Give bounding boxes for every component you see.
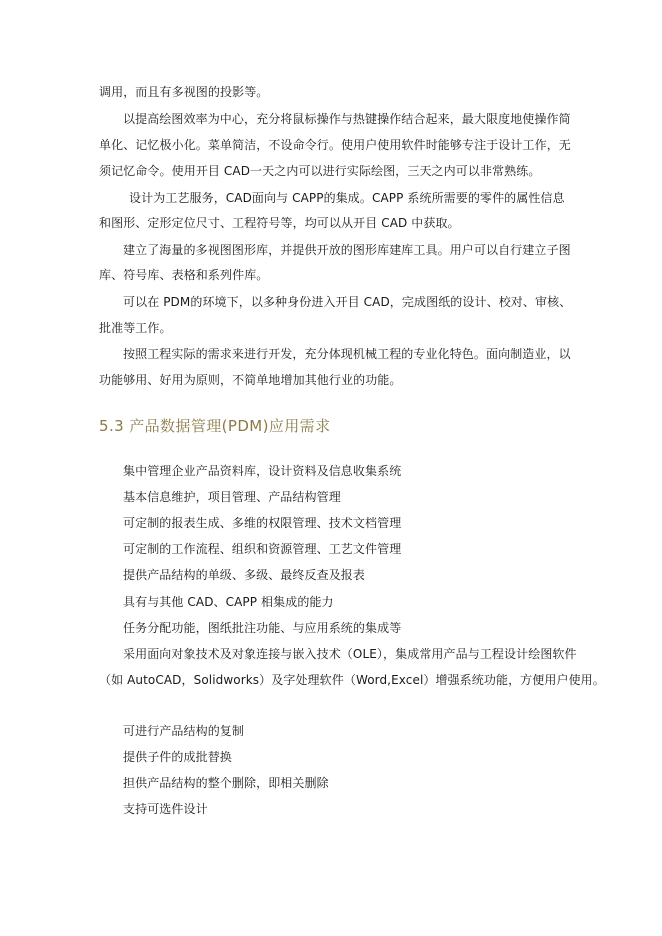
paragraph-line: 按照工程实际的需求来进行开发，充分体现机械工程的专业化特色。面向制造业，以 [123, 347, 571, 361]
paragraph-line: 设计为工艺服务，CAD面向与 CAPP的集成。CAPP 系统所需要的零件的属性信息 [129, 191, 565, 205]
paragraph-line: （如 AutoCAD，Solidworks）及字处理软件（Word,Excel）增强系统功能，方便用户使用。 [99, 673, 605, 687]
list-item: 具有与其他 CAD、CAPP 相集成的能力 [123, 595, 334, 609]
list-item: 可定制的报表生成、多维的权限管理、技术文档管理 [123, 516, 402, 530]
list-item: 支持可选件设计 [123, 802, 208, 816]
paragraph-line: 建立了海量的多视图图形库，并提供开放的图形库建库工具。用户可以自行建立子图 [123, 243, 571, 257]
paragraph-line: 功能够用、好用为原则，不简单地增加其他行业的功能。 [99, 373, 402, 387]
paragraph-line: 批准等工作。 [99, 321, 172, 335]
paragraph-line: 和图形、定形定位尺寸、工程符号等，均可以从开目 CAD 中获取。 [99, 216, 460, 230]
list-item: 任务分配功能，图纸批注功能、与应用系统的集成等 [123, 621, 402, 635]
section-heading: 5.3 产品数据管理(PDM)应用需求 [99, 417, 331, 435]
list-item: 提供子件的成批替换 [123, 750, 232, 764]
paragraph-line: 单化、记忆极小化。菜单简洁，不设命令行。使用户使用软件时能够专注于设计工作，无 [99, 138, 571, 152]
list-item: 基本信息维护，项目管理、产品结构管理 [123, 490, 341, 504]
list-item: 提供产品结构的单级、多级、最终反查及报表 [123, 568, 366, 582]
list-item: 担供产品结构的整个删除，即相关删除 [123, 776, 329, 790]
list-item: 集中管理企业产品资料库，设计资料及信息收集系统 [123, 464, 402, 478]
paragraph-line: 采用面向对象技术及对象连接与嵌入技术（OLE），集成常用产品与工程设计绘图软件 [123, 647, 577, 661]
paragraph-line: 以提高绘图效率为中心，充分将鼠标操作与热键操作结合起来，最大限度地使操作简 [123, 112, 571, 126]
list-item: 可进行产品结构的复制 [123, 724, 245, 738]
list-item: 可定制的工作流程、组织和资源管理、工艺文件管理 [123, 542, 402, 556]
paragraph-line: 须记忆命令。使用开目 CAD一天之内可以进行实际绘图，三天之内可以非常熟练。 [99, 164, 541, 178]
paragraph-line: 调用，而且有多视图的投影等。 [99, 85, 269, 99]
paragraph-line: 可以在 PDM的环境下，以多种身份进入开目 CAD，完成图纸的设计、校对、审核、 [123, 295, 572, 309]
paragraph-line: 库、符号库、表格和系列件库。 [99, 268, 269, 282]
